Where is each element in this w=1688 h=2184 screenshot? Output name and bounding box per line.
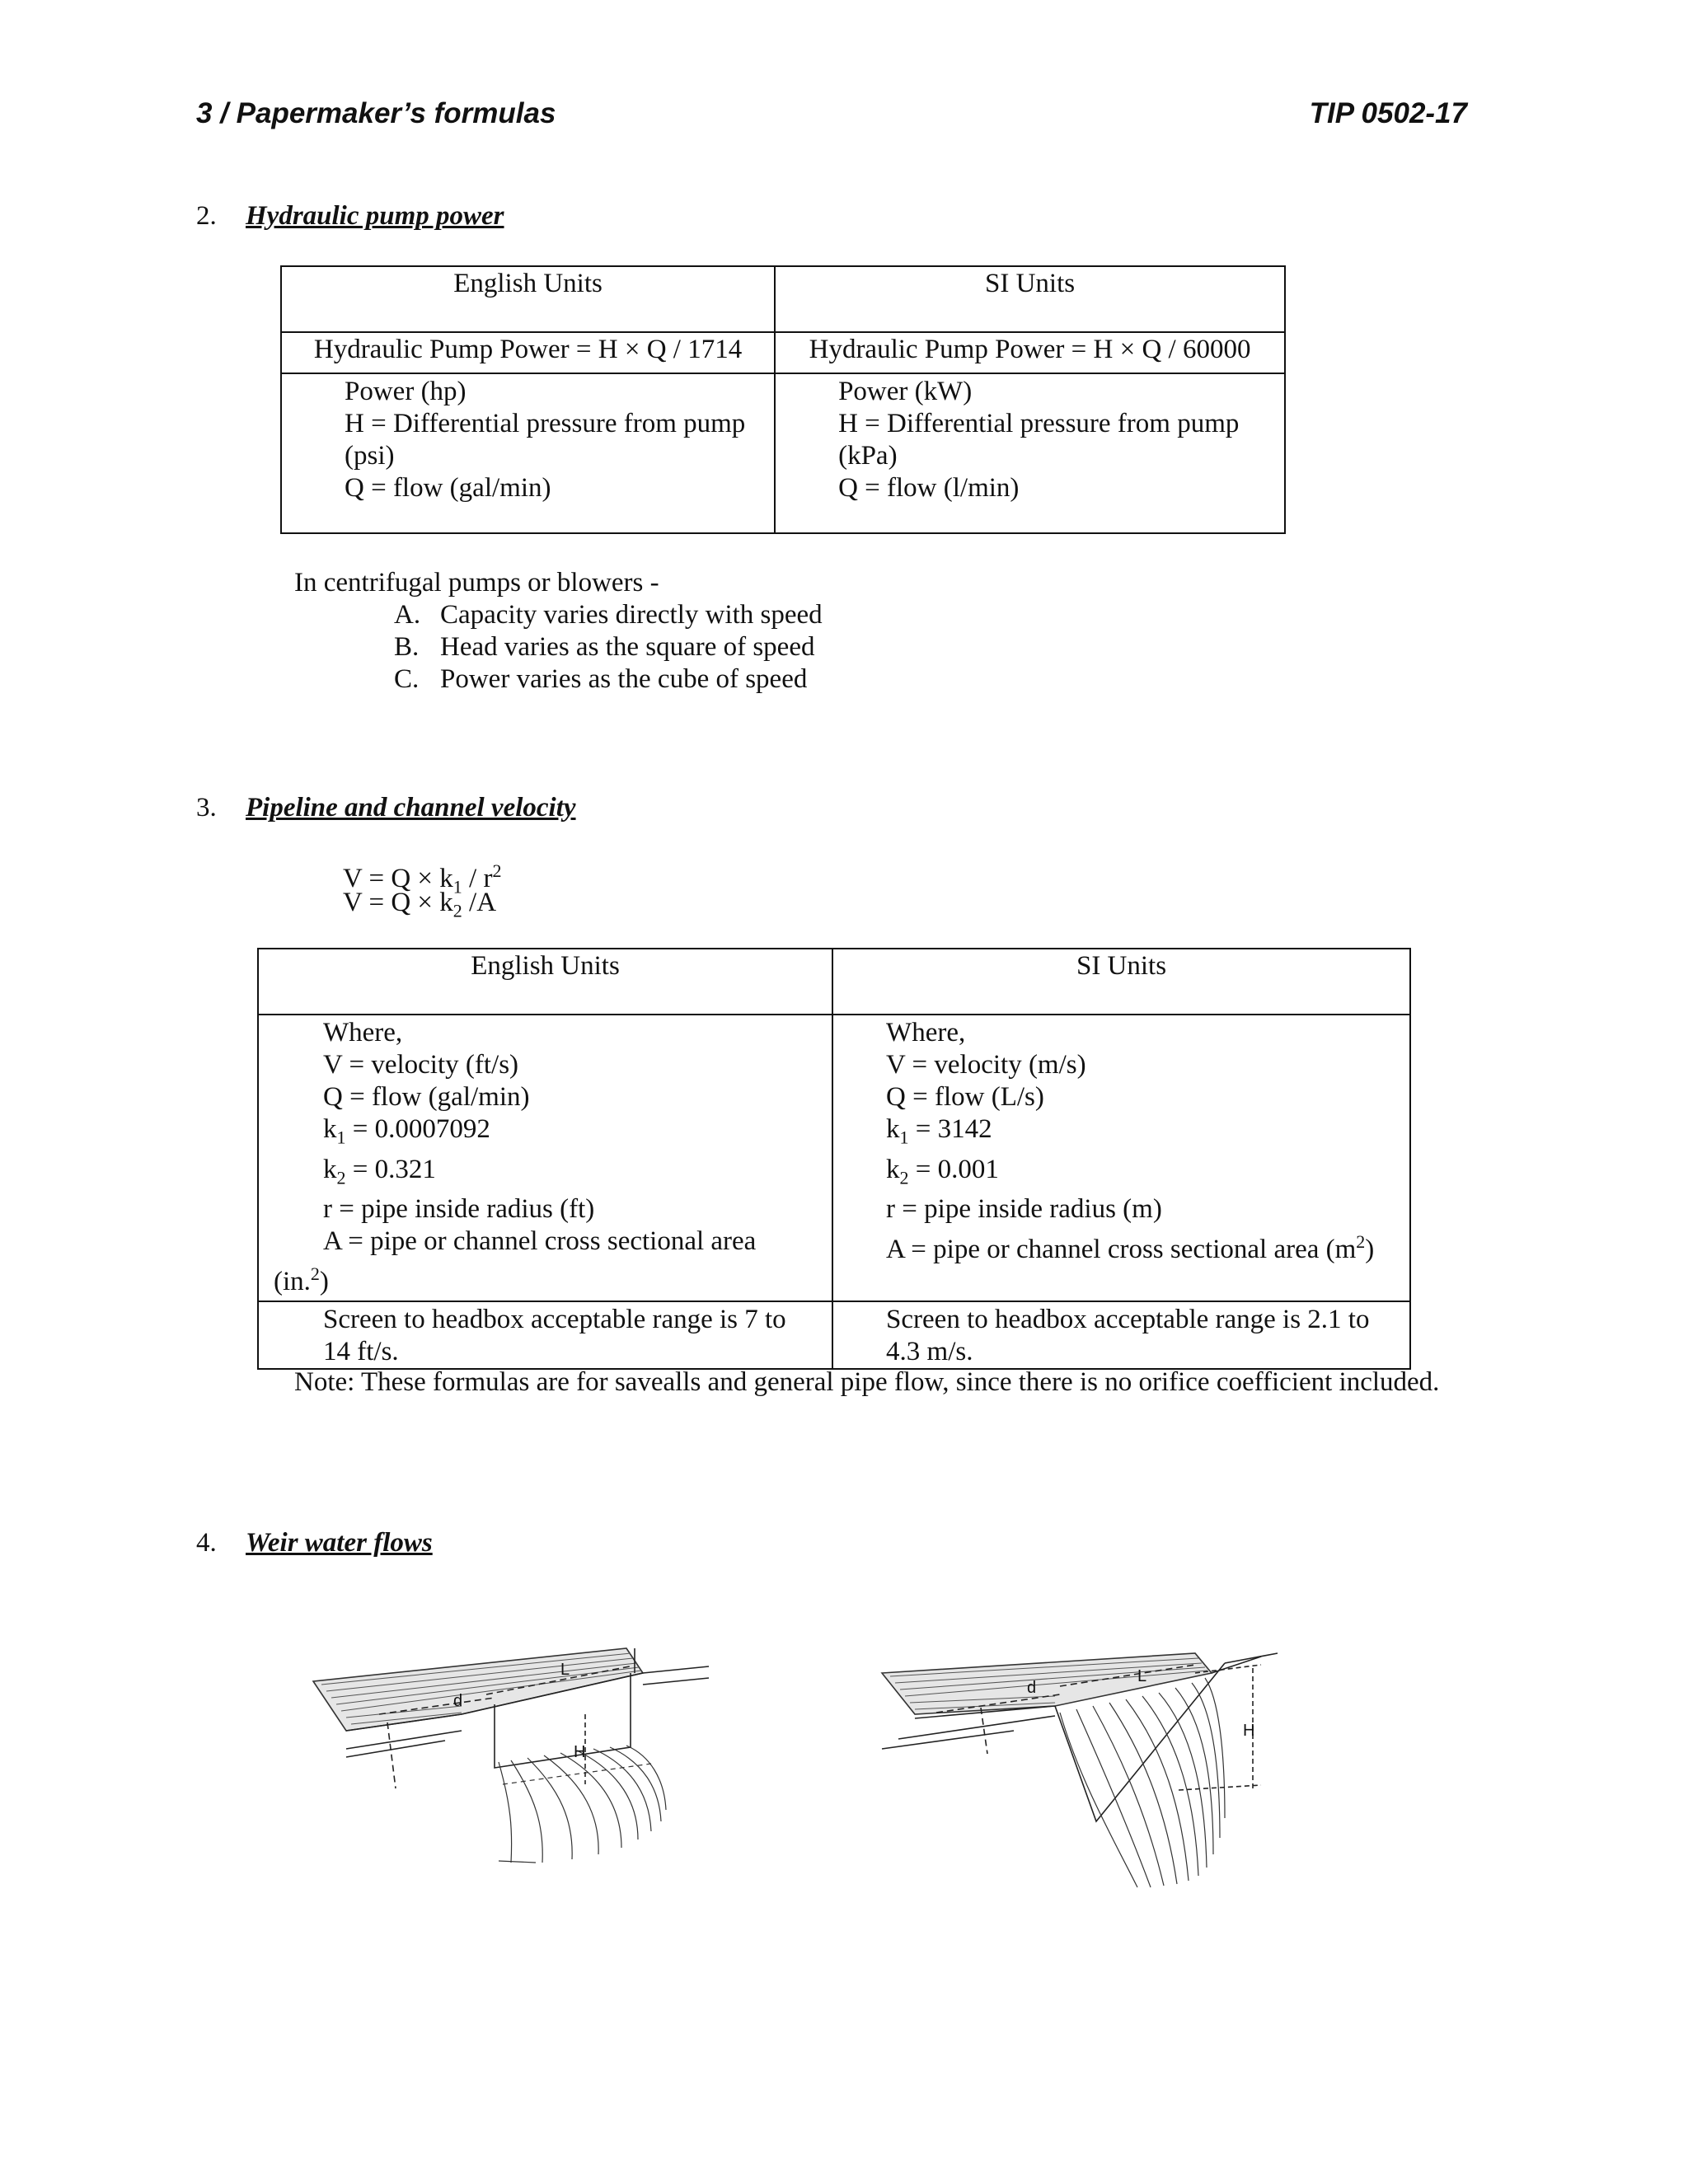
def-line: r = pipe inside radius (m): [886, 1194, 1162, 1225]
def-line: (psi): [345, 441, 395, 471]
def-line: Where,: [323, 1018, 403, 1047]
formula-part: V = Q × k: [343, 888, 453, 917]
unit-part: (in.: [274, 1267, 311, 1297]
unit-superscript: 2: [310, 1263, 320, 1285]
section-4-title: Weir water flows: [246, 1528, 433, 1558]
formula-note: Note: These formulas are for savealls and general pipe flow, since there is no orifice coefficient included.: [294, 1367, 1440, 1397]
def-line: Power (hp): [345, 377, 467, 406]
list-item-text: Head varies as the square of speed: [440, 632, 815, 662]
def-line: V = velocity (ft/s): [323, 1050, 519, 1080]
table-header-si: SI Units: [775, 266, 1285, 332]
velocity-table: [257, 948, 1411, 1370]
definitions-si: [775, 373, 1285, 533]
def-line: [886, 1113, 1409, 1154]
weir-h-label: H: [574, 1743, 586, 1761]
formula-part: V = Q × k: [343, 864, 453, 893]
unit-part: ): [1365, 1235, 1375, 1265]
formula-subscript: 1: [452, 876, 462, 898]
def-line: H = Differential pressure from pump: [345, 409, 746, 438]
k-value: = 3142: [908, 1114, 992, 1144]
k-subscript: 1: [336, 1127, 346, 1148]
hydraulic-pump-table: [280, 265, 1286, 534]
k-symbol: k: [886, 1154, 900, 1184]
section-2-number: 2.: [196, 201, 217, 231]
def-line: [886, 1226, 1409, 1266]
definitions-english: [258, 1015, 832, 1301]
range-line: 4.3 m/s.: [886, 1337, 973, 1366]
table-header-english: English Units: [258, 949, 832, 1015]
def-line: Q = flow (l/min): [838, 473, 1020, 503]
k-symbol: k: [323, 1154, 337, 1184]
range-line: Screen to headbox acceptable range is 7 to: [323, 1305, 786, 1334]
def-line: [259, 1113, 832, 1154]
weir-l-label: L: [560, 1661, 570, 1679]
section-3-title: Pipeline and channel velocity: [246, 793, 576, 823]
definitions-english: [281, 373, 775, 533]
def-line: [886, 1154, 1409, 1194]
k-value: = 0.321: [345, 1154, 436, 1184]
def-line: Q = flow (L/s): [886, 1082, 1044, 1112]
formula-part: /A: [462, 888, 497, 917]
rectangular-weir-figure: [297, 1615, 725, 1879]
unit-superscript: 2: [1356, 1231, 1366, 1253]
k-subscript: 2: [899, 1167, 909, 1188]
k-symbol: k: [886, 1114, 900, 1144]
area-text: A = pipe or channel cross sectional area (m: [886, 1235, 1357, 1265]
k-value: = 0.0007092: [345, 1114, 490, 1144]
section-3-number: 3.: [196, 793, 217, 823]
def-line: (kPa): [838, 441, 898, 471]
table-header-english: English Units: [281, 266, 775, 332]
table-header-si: SI Units: [832, 949, 1410, 1015]
weir-l-label: L: [1137, 1667, 1147, 1685]
formula-part: / r: [462, 864, 493, 893]
list-item-text: Capacity varies directly with speed: [440, 600, 823, 630]
section-2-title: Hydraulic pump power: [246, 201, 504, 231]
def-line: r = pipe inside radius (ft): [323, 1194, 595, 1225]
running-header-title: 3 / Papermaker’s formulas: [196, 97, 556, 129]
centrifugal-intro: In centrifugal pumps or blowers -: [294, 568, 659, 598]
section-4-number: 4.: [196, 1528, 217, 1558]
velocity-formula-2: [343, 887, 496, 927]
formula-subscript: 2: [452, 900, 462, 921]
def-line: Q = flow (gal/min): [345, 473, 551, 503]
range-line: Screen to headbox acceptable range is 2.1 to: [886, 1305, 1370, 1334]
range-line: 14 ft/s.: [323, 1337, 399, 1366]
range-english: [258, 1301, 832, 1369]
def-line: [259, 1154, 832, 1194]
k-value: = 0.001: [908, 1154, 999, 1184]
formula-english: Hydraulic Pump Power = H × Q / 1714: [281, 332, 775, 373]
k-symbol: k: [323, 1114, 337, 1144]
unit-part: ): [319, 1267, 329, 1297]
range-si: [832, 1301, 1410, 1369]
k-subscript: 1: [899, 1127, 909, 1148]
formula-superscript: 2: [492, 860, 502, 881]
def-line: [259, 1258, 832, 1298]
definitions-si: [832, 1015, 1410, 1301]
formula-si: Hydraulic Pump Power = H × Q / 60000: [775, 332, 1285, 373]
v-notch-weir-figure: [865, 1615, 1294, 1896]
def-line: Q = flow (gal/min): [323, 1082, 530, 1112]
weir-h-label: H: [1243, 1722, 1255, 1740]
def-line: V = velocity (m/s): [886, 1050, 1086, 1080]
list-item-text: Power varies as the cube of speed: [440, 664, 808, 694]
def-line: Where,: [886, 1018, 966, 1047]
weir-d-label: d: [453, 1692, 463, 1710]
list-marker: C.: [394, 664, 420, 694]
def-line: A = pipe or channel cross sectional area: [323, 1226, 757, 1257]
list-marker: B.: [394, 632, 420, 662]
def-line: Power (kW): [838, 377, 973, 406]
document-id: TIP 0502-17: [1309, 97, 1467, 129]
weir-d-label: d: [1027, 1679, 1037, 1697]
k-subscript: 2: [336, 1167, 346, 1188]
def-line: H = Differential pressure from pump: [838, 409, 1240, 438]
list-marker: A.: [394, 600, 421, 630]
